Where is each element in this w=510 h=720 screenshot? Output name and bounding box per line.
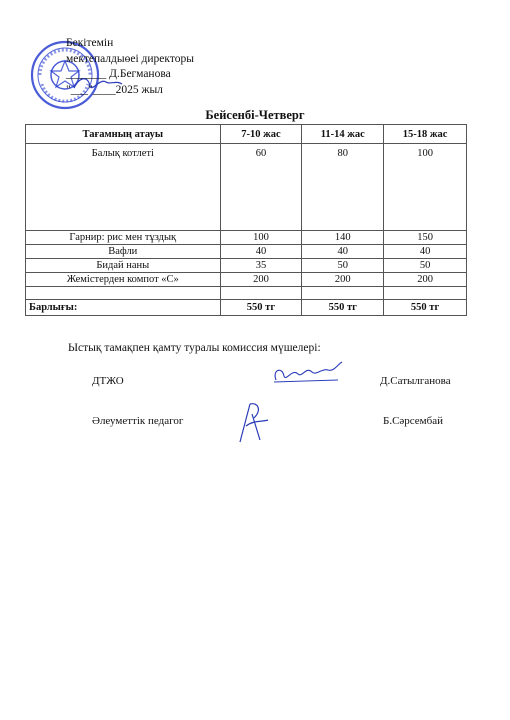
approval-line-position: мектепалдыөеі директоры — [66, 52, 194, 65]
table-row — [26, 245, 467, 259]
portion-7-10: 100 — [220, 231, 302, 245]
header-age-15-18: 15-18 жас — [384, 125, 467, 144]
director-signature — [70, 72, 150, 94]
table-total-row — [26, 300, 467, 316]
total-11-14: 550 тг — [302, 300, 384, 316]
commission-heading: Ыстық тамақпен қамту туралы комиссия мүшелері: — [68, 342, 321, 354]
portion-15-18: 40 — [384, 245, 467, 259]
approval-line-director: _______ Д.Бегманова — [66, 68, 171, 80]
portion-11-14: 40 — [302, 245, 384, 259]
dish-name: Балық котлеті — [26, 144, 221, 231]
portion-11-14: 50 — [302, 259, 384, 273]
signatory-role: Әлеуметтік педагог — [92, 415, 184, 427]
table-header-row — [26, 125, 467, 144]
portion-11-14: 80 — [302, 144, 384, 231]
total-7-10: 550 тг — [220, 300, 302, 316]
dish-name: Жемістерден компот «С» — [26, 273, 221, 287]
portion-15-18: 100 — [384, 144, 467, 231]
table-row — [26, 231, 467, 245]
signatory-name: Б.Сәрсембай — [383, 415, 444, 427]
table-row — [26, 144, 467, 231]
table-row-empty — [26, 287, 467, 300]
signature-2 — [232, 400, 272, 444]
table-row — [26, 273, 467, 287]
approval-line-date: "___"____2025 жыл — [66, 83, 163, 96]
signature-1 — [268, 358, 348, 388]
portion-11-14: 140 — [302, 231, 384, 245]
menu-table — [25, 124, 467, 316]
header-age-7-10: 7-10 жас — [220, 125, 302, 144]
portion-15-18: 200 — [384, 273, 467, 287]
portion-7-10: 40 — [220, 245, 302, 259]
dish-name: Бидай наны — [26, 259, 221, 273]
portion-7-10: 200 — [220, 273, 302, 287]
portion-15-18: 150 — [384, 231, 467, 245]
dish-name: Гарнир: рис мен тұздық — [26, 231, 221, 245]
header-age-11-14: 11-14 жас — [302, 125, 384, 144]
dish-name: Вафли — [26, 245, 221, 259]
menu-title: Бейсенбі-Четверг — [205, 108, 305, 122]
approval-line-approve: Бекітемін — [66, 37, 114, 49]
signatory-role: ДТЖО — [92, 375, 124, 387]
portion-15-18: 50 — [384, 259, 467, 273]
signatory-name: Д.Сатылганова — [380, 375, 451, 387]
portion-7-10: 60 — [220, 144, 302, 231]
header-dish-name: Тағамның атауы — [26, 125, 221, 144]
portion-11-14: 200 — [302, 273, 384, 287]
table-row — [26, 259, 467, 273]
portion-7-10: 35 — [220, 259, 302, 273]
total-15-18: 550 тг — [384, 300, 467, 316]
total-label: Барлығы: — [26, 300, 221, 316]
